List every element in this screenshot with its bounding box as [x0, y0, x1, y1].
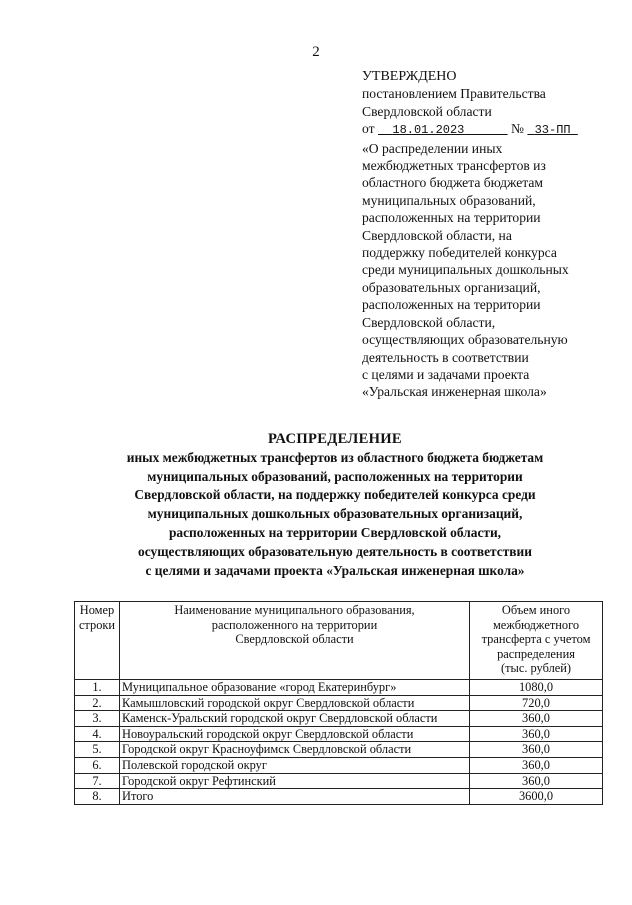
approval-subject-line: муниципальных образований, [362, 192, 536, 208]
title-main: РАСПРЕДЕЛЕНИЕ [268, 431, 402, 447]
title-line: Свердловской области, на поддержку победителей конкурса среди [134, 487, 536, 503]
row-number: 7. [75, 773, 120, 789]
approval-subject-line: «Уральская инженерная школа» [362, 384, 547, 400]
approval-subject-line: образовательных организаций, [362, 279, 541, 295]
approval-subject-line: деятельность в соответствии [362, 349, 529, 365]
approval-subject-line: расположенных на территории [362, 210, 541, 226]
approval-subject-line: с целями и задачами проекта [362, 366, 530, 382]
date-prefix: от [362, 121, 375, 137]
table-total-row [75, 789, 603, 805]
row-number: 1. [75, 679, 120, 695]
approval-subject-line: среди муниципальных дошкольных [362, 262, 569, 278]
row-municipality: Городской округ Красноуфимск Свердловской области [120, 742, 470, 758]
row-amount: 360,0 [470, 711, 603, 727]
header-row-number: Номер строки [75, 602, 120, 680]
row-amount: 1080,0 [470, 679, 603, 695]
approval-subject-line: областного бюджета бюджетам [362, 175, 544, 191]
approval-subject-line: поддержку победителей конкурса [362, 245, 557, 261]
row-municipality: Каменск-Уральский городской округ Свердловской области [120, 711, 470, 727]
row-municipality: Итого [120, 789, 470, 805]
row-municipality: Муниципальное образование «город Екатеринбург» [120, 679, 470, 695]
table-row [75, 679, 603, 695]
approval-heading: УТВЕРЖДЕНО [362, 69, 457, 84]
table-header-row [75, 602, 603, 680]
row-number: 8. [75, 789, 120, 805]
row-municipality: Новоуральский городской округ Свердловской области [120, 726, 470, 742]
page-number: 2 [312, 44, 320, 60]
row-amount: 360,0 [470, 757, 603, 773]
row-number: 6. [75, 757, 120, 773]
title-line: с целями и задачами проекта «Уральская инженерная школа» [145, 562, 525, 578]
table-row [75, 773, 603, 789]
number-prefix: № [511, 121, 524, 137]
title-line: муниципальных дошкольных образовательных организаций, [147, 506, 523, 522]
approval-date-line [362, 120, 612, 139]
row-municipality: Городской округ Рефтинский [120, 773, 470, 789]
approval-line-1: постановлением Правительства [362, 86, 546, 102]
approval-subject-line: Свердловской области, [362, 314, 496, 330]
row-municipality: Камышловский городской округ Свердловской области [120, 695, 470, 711]
approval-line-2: Свердловской области [362, 103, 492, 119]
header-amount: Объем иного межбюджетного трансферта с учетом распределения (тыс. рублей) [470, 602, 603, 680]
approval-block [362, 68, 612, 401]
header-municipality: Наименование муниципального образования, расположенного на территории Свердловской области [120, 602, 470, 680]
table-row [75, 726, 603, 742]
row-amount: 720,0 [470, 695, 603, 711]
row-number: 4. [75, 726, 120, 742]
title-line: осуществляющих образовательную деятельность в соответствии [138, 543, 532, 559]
row-number: 2. [75, 695, 120, 711]
approval-date: 18.01.2023 [392, 123, 465, 138]
row-amount: 360,0 [470, 773, 603, 789]
row-amount: 3600,0 [470, 789, 603, 805]
table-row [75, 695, 603, 711]
approval-subject-line: расположенных на территории [362, 297, 541, 313]
row-number: 3. [75, 711, 120, 727]
row-number: 5. [75, 742, 120, 758]
distribution-table [74, 601, 603, 805]
row-amount: 360,0 [470, 742, 603, 758]
document-title [40, 430, 630, 580]
approval-subject-line: осуществляющих образовательную [362, 332, 568, 348]
approval-subject-line: «О распределении иных [362, 140, 503, 156]
title-line: муниципальных образований, расположенных на территории [147, 468, 523, 484]
approval-subject-line: межбюджетных трансфертов из [362, 158, 546, 174]
title-line: расположенных на территории Свердловской области, [168, 524, 502, 540]
approval-subject-line: Свердловской области, на [362, 227, 512, 243]
table-row [75, 711, 603, 727]
table-row [75, 742, 603, 758]
approval-number: 33-ПП [534, 123, 571, 138]
row-amount: 360,0 [470, 726, 603, 742]
table-row [75, 757, 603, 773]
row-municipality: Полевской городской округ [120, 757, 470, 773]
title-line: иных межбюджетных трансфертов из областного бюджета бюджетам [126, 449, 544, 465]
